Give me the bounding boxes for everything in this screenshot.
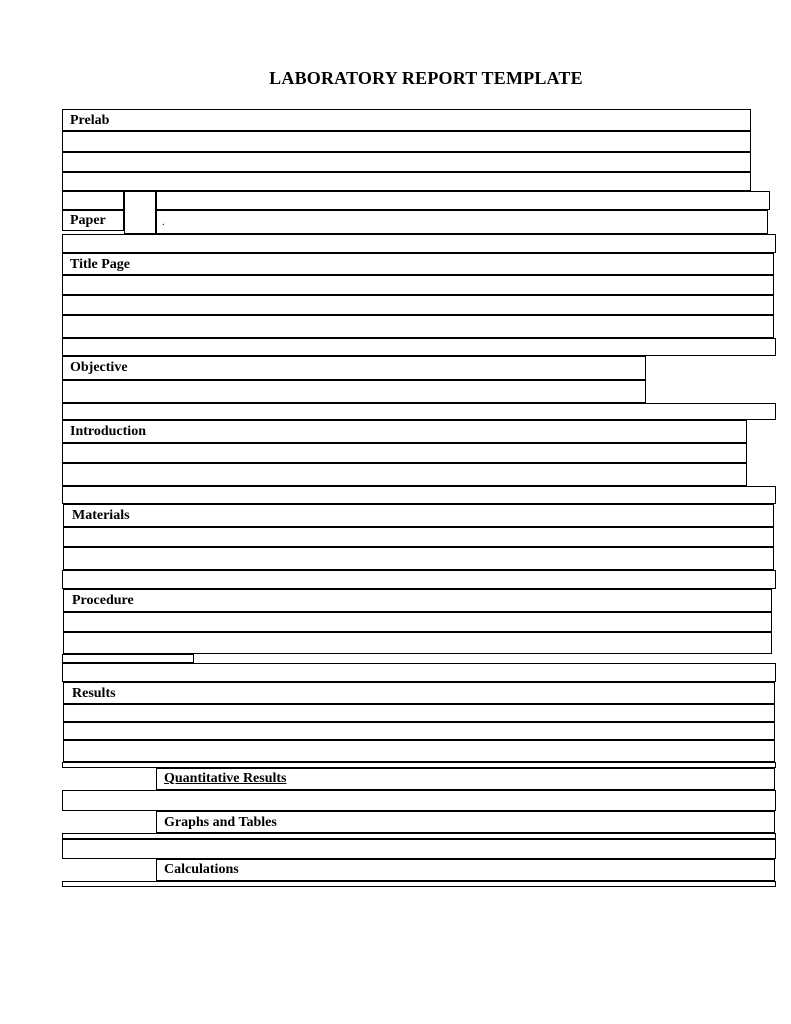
results-label: Results xyxy=(72,686,116,701)
prelab-row[interactable] xyxy=(62,152,751,172)
paper-label: Paper xyxy=(70,213,106,228)
calculations-label: Calculations xyxy=(164,862,239,877)
paper-field-row[interactable] xyxy=(156,191,770,210)
spacer-row xyxy=(62,338,776,356)
procedure-row[interactable] xyxy=(63,612,772,632)
introduction-row-header[interactable] xyxy=(62,420,747,443)
spacer-row xyxy=(62,403,776,420)
paper-field-mark: . xyxy=(162,217,165,228)
spacer-row xyxy=(62,881,776,887)
objective-label: Objective xyxy=(70,360,128,375)
paper-spacer-cell xyxy=(124,191,156,234)
procedure-short-cell xyxy=(62,654,194,663)
paper-cell-blank[interactable] xyxy=(62,191,124,210)
materials-row[interactable] xyxy=(63,527,774,547)
objective-row[interactable] xyxy=(62,380,646,403)
results-row[interactable] xyxy=(63,740,775,762)
prelab-row-header[interactable] xyxy=(62,109,751,131)
prelab-row[interactable] xyxy=(62,172,751,191)
title-page-row-header[interactable] xyxy=(62,253,774,275)
introduction-row[interactable] xyxy=(62,443,747,463)
spacer-row xyxy=(62,839,776,859)
results-row-header[interactable] xyxy=(63,682,775,704)
page-title: LABORATORY REPORT TEMPLATE xyxy=(269,68,583,88)
introduction-row[interactable] xyxy=(62,463,747,486)
spacer-row xyxy=(62,570,776,589)
introduction-label: Introduction xyxy=(70,424,146,439)
results-row[interactable] xyxy=(63,704,775,722)
objective-row-header[interactable] xyxy=(62,356,646,380)
spacer-row xyxy=(62,790,776,811)
quantitative-results-label: Quantitative Results xyxy=(164,771,287,786)
title-page-label: Title Page xyxy=(70,257,131,272)
prelab-label: Prelab xyxy=(70,113,110,128)
spacer-row xyxy=(62,663,776,682)
procedure-row[interactable] xyxy=(63,632,772,654)
title-page-row[interactable] xyxy=(62,275,774,295)
graphs-and-tables-label: Graphs and Tables xyxy=(164,815,277,830)
title-page-row[interactable] xyxy=(62,295,774,315)
calculations-row[interactable] xyxy=(156,859,775,881)
procedure-label: Procedure xyxy=(72,593,134,608)
paper-field-row[interactable] xyxy=(156,210,768,234)
results-row[interactable] xyxy=(63,722,775,740)
spacer-row xyxy=(62,234,776,253)
title-page-row[interactable] xyxy=(62,315,774,338)
prelab-row[interactable] xyxy=(62,131,751,152)
spacer-row xyxy=(62,486,776,504)
materials-row-header[interactable] xyxy=(63,504,774,527)
materials-label: Materials xyxy=(72,508,130,523)
procedure-row-header[interactable] xyxy=(63,589,772,612)
materials-row[interactable] xyxy=(63,547,774,570)
